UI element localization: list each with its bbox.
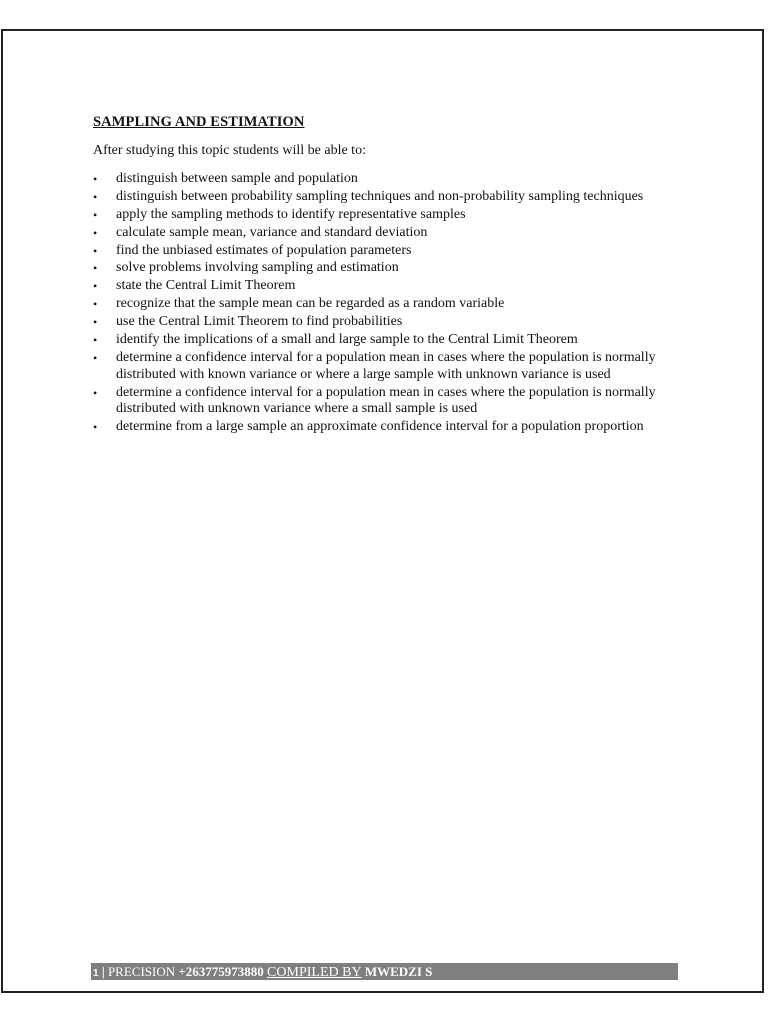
bullet-icon: • [93,420,98,435]
bullet-icon: • [93,350,98,365]
bullet-icon: • [93,225,98,240]
objective-text: determine a confidence interval for a population mean in cases where the population is normally distributed with known variance or where a large sample with unknown variance is used [116,349,656,382]
objective-text: state the Central Limit Theorem [116,278,296,294]
list-item [93,260,668,277]
objectives-list [93,171,668,437]
footer-precision: PRECISION [107,964,176,979]
document-title: SAMPLING AND ESTIMATION [93,114,305,130]
objective-text: use the Central Limit Theorem to find probabilities [116,314,403,330]
bullet-icon: • [93,333,98,348]
bullet-icon: • [93,315,98,330]
list-item [93,332,668,349]
bullet-icon: • [93,189,98,204]
footer-phone: +263775973880 [178,964,264,979]
list-item [93,385,668,418]
list-item [93,350,668,383]
list-item [93,225,668,242]
objective-text: calculate sample mean, variance and standard deviation [116,224,428,240]
objective-text: determine from a large sample an approximate confidence interval for a population proportion [116,419,644,435]
objective-text: apply the sampling methods to identify representative samples [116,206,466,222]
bullet-icon: • [93,207,98,222]
bullet-icon: • [93,243,98,258]
objective-text: distinguish between sample and population [116,171,358,186]
list-item [93,296,668,313]
bullet-icon: • [93,261,98,276]
list-item [93,419,668,436]
bullet-icon: • [93,279,98,294]
bullet-icon: • [93,172,98,186]
footer-compiled-by: COMPILED BY [267,965,362,980]
list-item [93,243,668,260]
intro-text: After studying this topic students will be able to: [93,143,366,158]
footer-page-number: 1 [93,968,99,979]
bullet-icon: • [93,297,98,312]
footer-author: MWEDZI S [364,964,433,979]
objective-text: find the unbiased estimates of population parameters [116,242,412,258]
list-item [93,171,668,188]
list-item [93,207,668,224]
bullet-icon: • [93,385,98,400]
list-item [93,314,668,331]
objective-text: solve problems involving sampling and estimation [116,260,399,276]
objective-text: distinguish between probability sampling techniques and non-probability sampling techniques [116,188,644,204]
objective-text: identify the implications of a small and large sample to the Central Limit Theorem [116,332,578,348]
objective-text: determine a confidence interval for a population mean in cases where the population is normally distributed with unknown variance where a small sample is used [116,384,656,417]
footer-separator: | [98,964,108,979]
list-item [93,189,668,206]
list-item [93,278,668,295]
objective-text: recognize that the sample mean can be regarded as a random variable [116,296,505,312]
page-footer [91,963,678,980]
